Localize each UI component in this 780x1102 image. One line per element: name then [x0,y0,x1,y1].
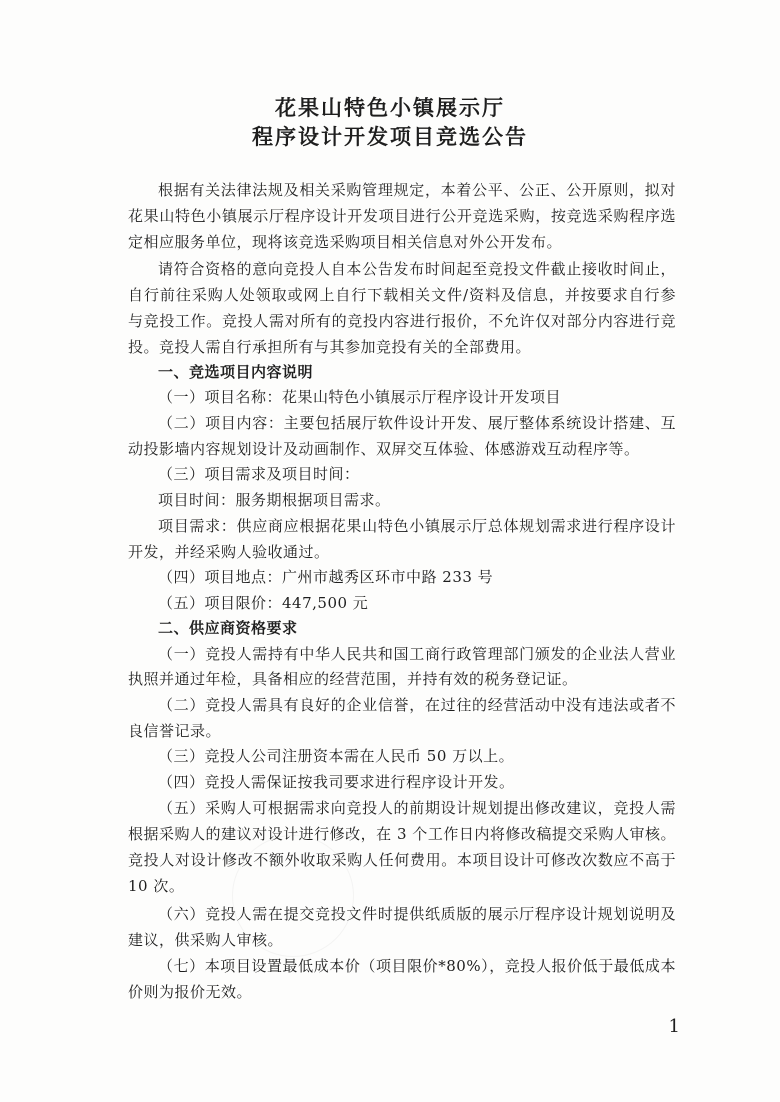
page-number: 1 [668,1016,680,1037]
section-2-line: 价则为报价无效。 [128,983,253,1001]
section-1-line: （三）项目需求及项目时间： [158,465,360,483]
section-2-line: 根据采购人的建议对设计进行修改，在 3 个工作日内将修改稿提交采购人审核。 [128,825,676,843]
section-2-line: 执照并通过年检，具备相应的经营范围，并持有效的税务登记证。 [128,670,578,688]
section-2-line: 建议，供采购人审核。 [128,931,284,949]
section-2-heading: 二、供应商资格要求 [158,619,298,637]
title-line-1: 花果山特色小镇展示厅 [275,95,505,120]
section-2-line: 竞投人对设计修改不额外收取采购人任何费用。本项目设计可修改次数应不高于 [128,851,676,869]
section-1-line: （四）项目地点：广州市越秀区环市中路 233 号 [158,568,494,586]
section-2-line: 良信誉记录。 [128,722,222,740]
intro-line: 根据有关法律法规及相关采购管理规定，本着公平、公正、公开原则，拟对 [158,181,676,199]
section-1-line: 开发，并经采购人验收通过。 [128,543,330,561]
section-1-line: （二）项目内容：主要包括展厅软件设计开发、展厅整体系统设计搭建、互 [158,414,676,432]
section-2-line: （四）竞投人需保证按我司要求进行程序设计开发。 [158,773,515,791]
section-2-line: （五）采购人可根据需求向竞投人的前期设计规划提出修改建议，竞投人需 [158,799,676,817]
section-2-line: （六）竞投人需在提交竞投文件时提供纸质版的展示厅程序设计规划说明及 [158,905,676,923]
section-1-line: 动投影墙内容规划设计及动画制作、双屏交互体验、体感游戏互动程序等。 [128,440,640,458]
intro-line: 投。竞投人需自行承担所有与其参加竞投有关的全部费用。 [128,338,532,356]
section-1-line: 项目需求：供应商应根据花果山特色小镇展示厅总体规划需求进行程序设计 [158,517,676,535]
section-2-line: （一）竞投人需持有中华人民共和国工商行政管理部门颁发的企业法人营业 [158,645,676,663]
intro-line: 请符合资格的意向竞投人自本公告发布时间起至竞投文件截止接收时间止， [158,260,676,278]
title-line-2: 程序设计开发项目竞选公告 [252,124,528,149]
intro-line: 与竞投工作。竞投人需对所有的竞投内容进行报价，不允许仅对部分内容进行竞 [128,312,676,330]
section-2-line: 10 次。 [128,877,185,895]
intro-line: 自行前往采购人处领取或网上自行下载相关文件/资料及信息，并按要求自行参 [128,286,676,304]
section-2-line: （七）本项目设置最低成本价（项目限价*80%），竞投人报价低于最低成本 [158,957,676,975]
section-2-line: （三）竞投人公司注册资本需在人民币 50 万以上。 [158,747,515,765]
section-1-line: 项目时间：服务期根据项目需求。 [158,491,391,509]
intro-line: 定相应服务单位，现将该竞选采购项目相关信息对外公开发布。 [128,233,563,251]
section-2-line: （二）竞投人需具有良好的企业信誉，在过往的经营活动中没有违法或者不 [158,696,676,714]
section-1-heading: 一、竞选项目内容说明 [158,363,314,381]
intro-line: 花果山特色小镇展示厅程序设计开发项目进行公开竞选采购，按竞选采购程序选 [128,207,676,225]
section-1-line: （一）项目名称：花果山特色小镇展示厅程序设计开发项目 [158,388,562,406]
section-1-line: （五）项目限价：447,500 元 [158,594,369,612]
